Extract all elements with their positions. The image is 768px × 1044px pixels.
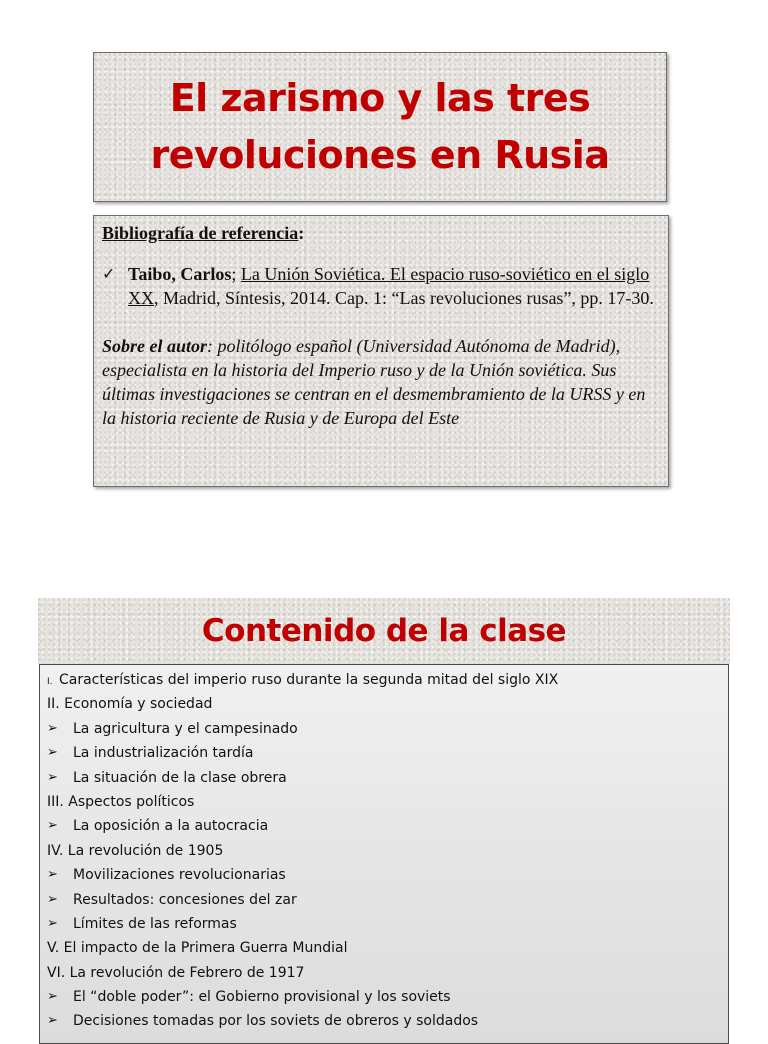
- bibliography-entry: [102, 262, 656, 310]
- contents-bullet-text: La industrialización tardía: [73, 745, 254, 762]
- arrow-bullet-icon: ➢: [47, 818, 58, 834]
- contents-section: V. El impacto de la Primera Guerra Mundial: [47, 940, 348, 957]
- class-contents-box: [39, 664, 729, 1044]
- about-author-label: Sobre el autor: [102, 336, 208, 356]
- contents-bullet: [47, 814, 728, 838]
- contents-bullet: [47, 741, 728, 765]
- slide1-title-line2: revoluciones en Rusia: [150, 133, 610, 177]
- bibliography-box: [93, 215, 669, 487]
- slide1-title-box: [93, 52, 667, 202]
- arrow-bullet-icon: ➢: [47, 1013, 58, 1029]
- contents-bullet-text: Resultados: concesiones del zar: [73, 891, 297, 908]
- slide2-title: Contenido de la clase: [201, 613, 567, 649]
- arrow-bullet-icon: ➢: [47, 720, 58, 736]
- bibliography-heading: [102, 221, 656, 245]
- bibliography-heading-text: Bibliografía de referencia: [102, 223, 299, 243]
- contents-item-1-marker: I.: [47, 677, 53, 687]
- slide1-title: [151, 70, 610, 184]
- checkmark-icon: ✓: [102, 264, 116, 283]
- arrow-bullet-icon: ➢: [47, 867, 58, 883]
- slide1-title-line1: El zarismo y las tres: [169, 76, 591, 120]
- bibliography-entry-text: [128, 262, 656, 310]
- contents-section: II. Economía y sociedad: [47, 696, 213, 713]
- contents-bullet-text: Límites de las reformas: [73, 915, 237, 932]
- contents-section: VI. La revolución de Febrero de 1917: [47, 964, 305, 981]
- bibliography-book-title: La Unión Soviética. El espacio ruso-soviético en el siglo XX: [128, 264, 650, 308]
- arrow-bullet-icon: ➢: [47, 891, 58, 907]
- about-author: [102, 334, 656, 430]
- contents-bullet: [47, 863, 728, 887]
- arrow-bullet-icon: ➢: [47, 745, 58, 761]
- contents-bullet-text: El “doble poder”: el Gobierno provisional y los soviets: [73, 989, 451, 1006]
- contents-bullet-text: La situación de la clase obrera: [73, 769, 287, 786]
- contents-item-1-text: Características del imperio ruso durante la segunda mitad del siglo XIX: [54, 672, 559, 688]
- contents-section: III. Aspectos políticos: [47, 793, 195, 810]
- arrow-bullet-icon: ➢: [47, 989, 58, 1005]
- contents-bullet: [47, 985, 728, 1009]
- arrow-bullet-icon: ➢: [47, 769, 58, 785]
- about-author-text: : politólogo español (Universidad Autónoma de Madrid), especialista en la historia del Imperio ruso y de la Unión soviética. Sus últimas investigaciones se centran en el desmembramiento de la URSS y en la historia reciente de Rusia y de Europa del Este: [102, 336, 646, 428]
- arrow-bullet-icon: ➢: [47, 915, 58, 931]
- slide2: [38, 598, 730, 1038]
- slide2-header: [38, 598, 730, 664]
- contents-bullet-text: Decisiones tomadas por los soviets de obreros y soldados: [73, 1013, 479, 1030]
- contents-bullet: [47, 766, 728, 790]
- contents-item-1: [47, 668, 728, 692]
- contents-bullet-text: La agricultura y el campesinado: [73, 720, 298, 737]
- bibliography-details: , Madrid, Síntesis, 2014. Cap. 1: “Las revoluciones rusas”, pp. 17-30.: [154, 288, 654, 308]
- contents-section: IV. La revolución de 1905: [47, 842, 224, 859]
- contents-bullet: [47, 717, 728, 741]
- bibliography-author: Taibo, Carlos: [128, 264, 232, 284]
- contents-bullet: [47, 912, 728, 936]
- bibliography-author-sep: ;: [231, 264, 241, 284]
- contents-bullet-text: La oposición a la autocracia: [73, 818, 269, 835]
- contents-bullet-text: Movilizaciones revolucionarias: [73, 867, 286, 884]
- contents-bullet: [47, 888, 728, 912]
- bibliography-heading-colon: :: [298, 223, 305, 243]
- contents-bullet: [47, 1009, 728, 1033]
